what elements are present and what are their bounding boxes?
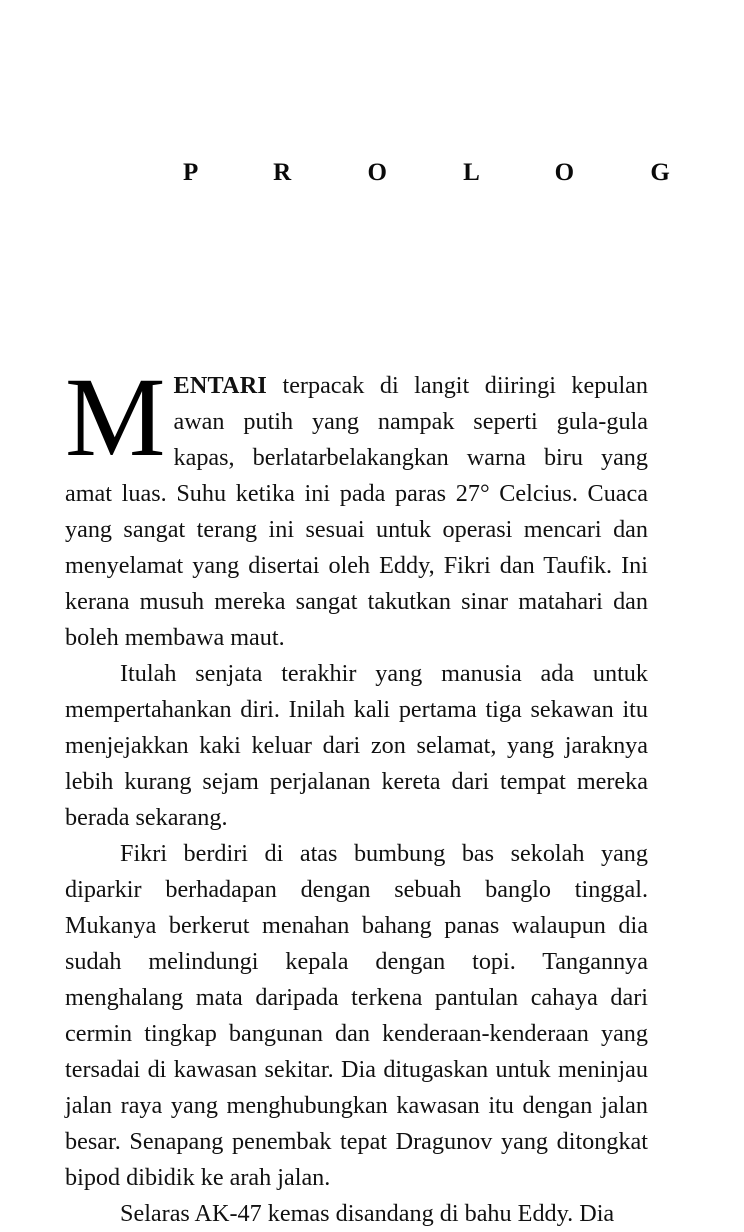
body-text-block <box>65 355 648 1232</box>
paragraph-4: Selaras AK-47 kemas disandang di bahu Eddy. Dia <box>120 1200 615 1227</box>
paragraph-2: Itulah senjata terakhir yang manusia ada untuk mempertahankan diri. Inilah kali pertama tiga sekawan itu menjejakkan kaki keluar dari zon selamat, yang jaraknya lebih kurang sejam perjalanan kereta dari tempat mereka berada sekarang. <box>65 660 648 831</box>
lead-capitals: ENTARI <box>173 372 267 399</box>
paragraph-3: Fikri berdiri di atas bumbung bas sekolah yang diparkir berhadapan dengan sebuah banglo tinggal. Mukanya berkerut menahan bahang panas walaupun dia sudah melindungi kepala dengan topi. Tangannya menghalang mata daripada terkena pantulan cahaya dari cermin tingkap bangunan dan kenderaan-kenderaan yang tersadai di kawasan sekitar. Dia ditugaskan untuk meninjau jalan raya yang menghubungkan kawasan itu dengan jalan besar. Senapang penembak tepat Dragunov yang ditongkat bipod dibidik ke arah jalan. <box>65 840 648 1191</box>
paragraph-1 <box>65 355 648 656</box>
drop-cap-letter: M <box>65 355 166 480</box>
paragraph-1-text: terpacak di langit diiringi kepulan awan putih yang nampak seperti gula-gula kapas, berlatarbelakangkan warna biru yang amat luas. Suhu ketika ini pada paras 27° Celcius. Cuaca yang sangat terang ini sesuai untuk operasi mencari dan menyelamat yang disertai oleh Eddy, Fikri dan Taufik. Ini kerana musuh mereka sangat takutkan sinar matahari dan boleh membawa maut. <box>65 372 648 651</box>
chapter-title: P R O L O G <box>183 159 705 186</box>
